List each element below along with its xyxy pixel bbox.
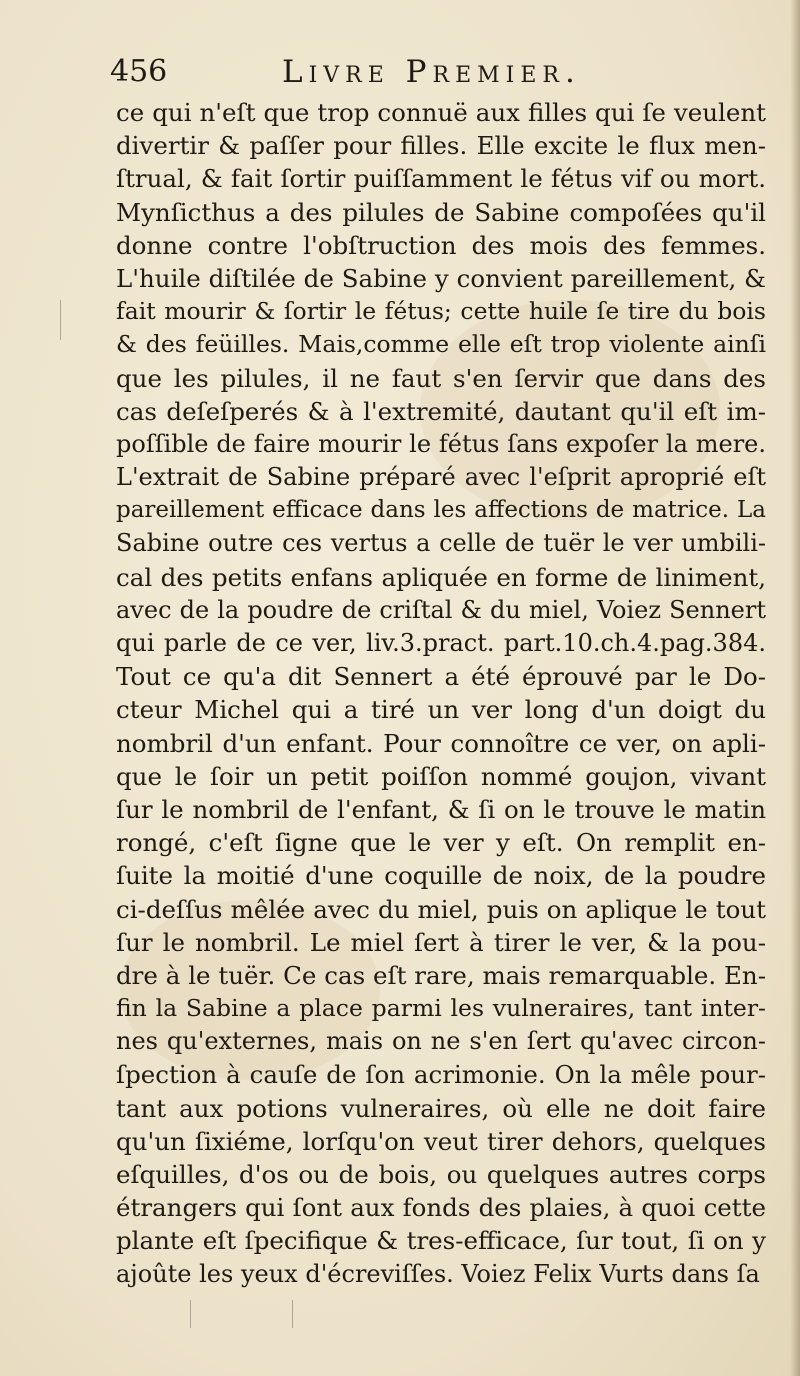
text-line: que le ſoir un petit poiſſon nommé goujon, vivant	[116, 761, 766, 791]
text-line: ce qui n'eſt que trop connuë aux filles qui ſe veulent	[116, 98, 766, 127]
margin-mark	[190, 1300, 191, 1328]
text-line: eſquilles, d'os ou de bois, ou quelques autres corps	[116, 1160, 766, 1189]
text-line: ſpection à cauſe de ſon acrimonie. On la mêle pour-	[116, 1060, 766, 1090]
text-line: Tout ce qu'a dit Sennert a été éprouvé par le Do-	[116, 662, 766, 692]
text-line: étrangers qui ſont aux fonds des plaies, à quoi cette	[116, 1193, 766, 1223]
text-line: Sabine outre ces vertus a celle de tuër le ver umbili-	[116, 529, 766, 558]
text-line: fait mourir & ſortir le fétus; cette huile ſe tire du bois	[116, 297, 766, 326]
margin-mark	[292, 1300, 293, 1328]
running-head	[110, 52, 770, 100]
text-line: donne contre l'obſtruction des mois des femmes.	[116, 230, 766, 260]
text-line: ſuite la moitié d'une coquille de noix, de la poudre	[116, 861, 766, 891]
text-line: ſur le nombril. Le miel ſert à tirer le ver, & la pou-	[116, 927, 766, 957]
text-line: cteur Michel qui a tiré un ver long d'un doigt du	[116, 695, 766, 725]
body-text	[116, 96, 766, 1291]
text-line: Mynſicthus a des pilules de Sabine compoſées qu'il	[116, 197, 766, 227]
text-line: divertir & paſſer pour filles. Elle excite le flux men-	[116, 131, 766, 161]
text-line: qu'un ſixiéme, lorſqu'on veut tirer dehors, quelques	[116, 1126, 766, 1156]
text-line: ci-deſſus mêlée avec du miel, puis on aplique le tout	[116, 894, 766, 924]
text-line: tant aux potions vulneraires, où elle ne doit faire	[116, 1093, 766, 1123]
text-line: pareillement efficace dans les affections de matrice. La	[116, 497, 766, 524]
text-line: poſſible de faire mourir le fétus ſans expoſer la mere.	[116, 429, 766, 458]
text-line: ſtrual, & fait ſortir puiſſamment le fétus vif ou mort.	[116, 164, 766, 194]
text-line: nes qu'externes, mais on ne s'en ſert qu'avec circon-	[116, 1027, 766, 1056]
text-line: qui parle de ce ver, liv.3.pract. part.10.ch.4.pag.384.	[116, 629, 766, 657]
text-line: nombril d'un enfant. Pour connoître ce ver, on apli-	[116, 728, 766, 758]
text-line: fin la Sabine a place parmi les vulneraires, tant inter-	[116, 994, 766, 1023]
margin-mark	[60, 300, 61, 340]
running-title: Livre Premier.	[282, 54, 581, 90]
text-line: L'huile diſtilée de Sabine y convient pareillement, &	[116, 263, 766, 293]
text-line: que les pilules, il ne faut s'en ſervir que dans des	[116, 363, 766, 393]
page-number: 456	[110, 54, 168, 89]
text-line: plante eſt ſpecifique & tres-efficace, ſur tout, ſi on y	[116, 1226, 766, 1256]
text-line: ſur le nombril de l'enfant, & ſi on le trouve le matin	[116, 794, 766, 824]
text-line: cal des petits enfans apliquée en forme de liniment,	[116, 562, 766, 592]
text-line: rongé, c'eſt ſigne que le ver y eſt. On remplit en-	[116, 828, 766, 858]
text-line: & des feüilles. Mais,comme elle eſt trop violente ainſi	[116, 330, 766, 359]
page-edge-shadow	[790, 0, 800, 1376]
text-line: dre à le tuër. Ce cas eſt rare, mais remarquable. En-	[116, 960, 766, 990]
text-line: ajoûte les yeux d'écreviſſes. Voiez Felix Vurts dans ſa	[116, 1259, 760, 1288]
text-line: cas deſeſperés & à l'extremité, dautant qu'il eſt im-	[116, 396, 766, 426]
text-line: avec de la poudre de criſtal & du miel, Voiez Sennert	[116, 595, 766, 624]
text-line: L'extrait de Sabine préparé avec l'eſprit aproprié eſt	[116, 463, 766, 492]
